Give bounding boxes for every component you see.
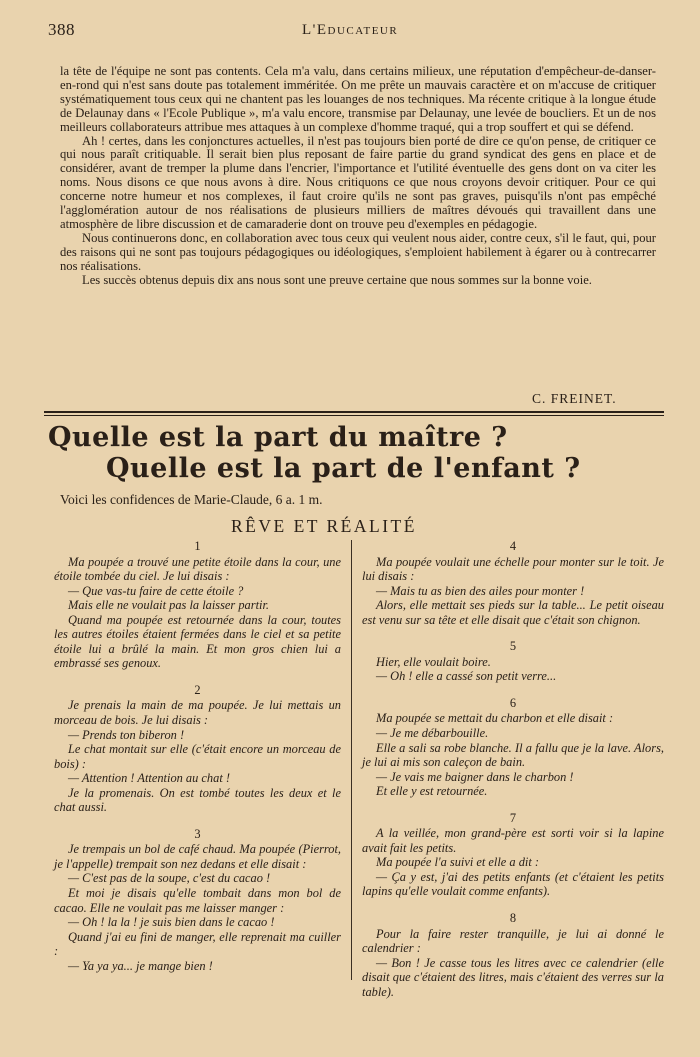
story-paragraph: Je trempais un bol de café chaud. Ma poupée (Pierrot, je l'appelle) trempait son nez dedans et elle disait : bbox=[54, 842, 341, 871]
story-paragraph: Elle a sali sa robe blanche. Il a fallu que je la lave. Alors, je lui ai mis son caleçon de bain. bbox=[362, 740, 664, 770]
story-number: 7 bbox=[509, 810, 517, 825]
story-gap bbox=[54, 671, 341, 683]
intro-paragraph: Nous continuerons donc, en collaboration avec tous ceux qui veulent nous aider, contre ceux, s'il le faut, qui, pour des raisons qui ne sont pas toujours pédagogiques ou idéologiques, s'emploient habilement à égarer ou à contrecarrer nos réalisations. bbox=[60, 230, 656, 273]
story-paragraph: — Bon ! Je casse tous les litres avec ce calendrier (elle disait que c'étaient des litres, mais c'étaient des verres sur la table). bbox=[362, 955, 664, 999]
page-number: 388 bbox=[48, 20, 75, 39]
story-paragraph: Ma poupée voulait une échelle pour monter sur le toit. Je lui disais : bbox=[362, 554, 664, 584]
stories-left-column bbox=[54, 539, 341, 973]
story-gap bbox=[362, 799, 664, 811]
story-paragraph: — Ça y est, j'ai des petits enfants (et c'étaient les petits lapins qu'elle voulait comme enfants). bbox=[362, 869, 664, 899]
story-paragraph: Alors, elle mettait ses pieds sur la table... Le petit oiseau est venu sur sa tête et elle disait que c'était son chignon. bbox=[362, 598, 664, 627]
page-header bbox=[48, 20, 660, 44]
story-paragraph: A la veillée, mon grand-père est sorti voir si la lapine avait fait les petits. bbox=[362, 826, 664, 855]
section-divider-thin bbox=[44, 415, 664, 416]
intro-text bbox=[60, 65, 656, 288]
story-number: 3 bbox=[194, 826, 201, 841]
article-subtitle: Voici les confidences de Marie-Claude, 6 a. 1 m. bbox=[60, 492, 323, 507]
article-title-line1: Quelle est la part du maître ? bbox=[48, 422, 508, 453]
story-paragraph: — Oh ! elle a cassé son petit verre... bbox=[376, 669, 557, 684]
story-number: 6 bbox=[509, 695, 517, 710]
story-paragraph: — Ya ya ya... je mange bien ! bbox=[68, 958, 213, 973]
stories-right-column bbox=[362, 539, 664, 999]
story-gap bbox=[362, 627, 664, 639]
story-paragraph: Et moi je disais qu'elle tombait dans mon bol de cacao. Elle ne voulait pas me laisser manger : bbox=[54, 886, 341, 915]
story-paragraph: Mais elle ne voulait pas la laisser partir. bbox=[68, 598, 269, 613]
story-paragraph: Ma poupée se mettait du charbon et elle disait : bbox=[376, 711, 614, 726]
story-paragraph: Pour la faire rester tranquille, je lui ai donné le calendrier : bbox=[362, 926, 664, 956]
journal-title: L'Educateur bbox=[302, 22, 399, 38]
intro-paragraph: la tête de l'équipe ne sont pas contents. Cela m'a valu, dans certains milieux, une réputation d'empêcheur-de-danser-en-rond qui n'est sans doute pas totalement imméritée. On me prête un mauvais caractère et on m'accuse de critiquer systématiquement tous ceux qui ne chantent pas les louanges de nos techniques. Ma récente critique à la longue étude de Delaunay dans « l'Ecole Publique », m'a valu encore, transmise par Delaunay, une levée de boucliers. Et un de nos meilleurs collaborateurs attribue mes attaques à un complexe d'homme traqué, qui a trop souffert et qui se défend. bbox=[60, 64, 656, 134]
story-paragraph: Hier, elle voulait boire. bbox=[376, 654, 491, 669]
intro-paragraph: Les succès obtenus depuis dix ans nous sont une preuve certaine que nous sommes sur la bonne voie. bbox=[82, 272, 592, 287]
story-paragraph: — Je me débarbouille. bbox=[376, 726, 489, 741]
story-gap bbox=[54, 815, 341, 827]
story-paragraph: — Que vas-tu faire de cette étoile ? bbox=[68, 583, 244, 598]
story-paragraph: Le chat montait sur elle (c'était encore un morceau de bois) : bbox=[54, 742, 341, 771]
story-paragraph: Je la promenais. On est tombé toutes les deux et le chat aussi. bbox=[54, 785, 341, 815]
story-paragraph: — Oh ! la la ! je suis bien dans le cacao ! bbox=[68, 915, 275, 930]
story-paragraph: Et elle y est retournée. bbox=[376, 784, 488, 799]
story-number: 8 bbox=[509, 911, 517, 926]
story-paragraph: — Je vais me baigner dans le charbon ! bbox=[376, 769, 574, 784]
story-paragraph: — Prends ton biberon ! bbox=[68, 727, 185, 742]
intro-paragraph: Ah ! certes, dans les conjonctures actuelles, il n'est pas toujours bien porté de dire ce qu'on pense, de critiquer ce qui nous paraît critiquable. Il serait bien plus reposant de faire partie du grand syndicat des gens en place et de considérer, avant de tremper la plume dans l'encrier, l'importance et l'utilité éventuelle des gens dont on va citer les noms. Nous disons ce que nous avons à dire. Nous critiquons ce que nous croyons devoir critiquer. Pour ce qui concerne notre humeur et nos complexes, il faut croire qu'ils ne sont pas graves, puisqu'ils n'ont pas empêché l'agglomération autour de nos réalisations de plusieurs milliers de maîtres dévoués qui travaillent dans une atmosphère de libre discussion et de camaraderie dont on trouve peu d'exemples en pédagogie. bbox=[60, 133, 656, 231]
story-paragraph: Ma poupée l'a suivi et elle a dit : bbox=[376, 855, 539, 870]
story-number: 2 bbox=[194, 682, 201, 697]
story-number: 4 bbox=[509, 539, 517, 553]
story-number: 1 bbox=[194, 539, 201, 553]
article-title-line2: Quelle est la part de l'enfant ? bbox=[106, 453, 581, 484]
story-paragraph: — Mais tu as bien des ailes pour monter ! bbox=[376, 583, 585, 598]
story-gap bbox=[362, 684, 664, 696]
story-paragraph: Quand j'ai eu fini de manger, elle reprenait ma cuiller : bbox=[54, 929, 341, 959]
story-paragraph: Ma poupée a trouvé une petite étoile dans la cour, une étoile tombée du ciel. Je lui disais : bbox=[54, 554, 341, 584]
story-number: 5 bbox=[509, 639, 517, 654]
story-paragraph: Quand ma poupée est retournée dans la cour, toutes les autres étoiles étaient fermées dans le ciel et sa petite étoile lui a brûlé la main. Et mon gros chien lui a embrassé ses genoux. bbox=[54, 612, 341, 671]
signature: C. FREINET. bbox=[532, 391, 617, 406]
section-title: RÊVE ET RÉALITÉ bbox=[231, 516, 417, 536]
story-paragraph: — Attention ! Attention au chat ! bbox=[68, 771, 230, 786]
story-gap bbox=[362, 899, 664, 911]
section-divider bbox=[44, 411, 664, 413]
story-paragraph: Je prenais la main de ma poupée. Je lui mettais un morceau de bois. Je lui disais : bbox=[54, 698, 341, 728]
column-divider bbox=[351, 540, 352, 980]
story-paragraph: — C'est pas de la soupe, c'est du cacao ! bbox=[68, 871, 271, 886]
